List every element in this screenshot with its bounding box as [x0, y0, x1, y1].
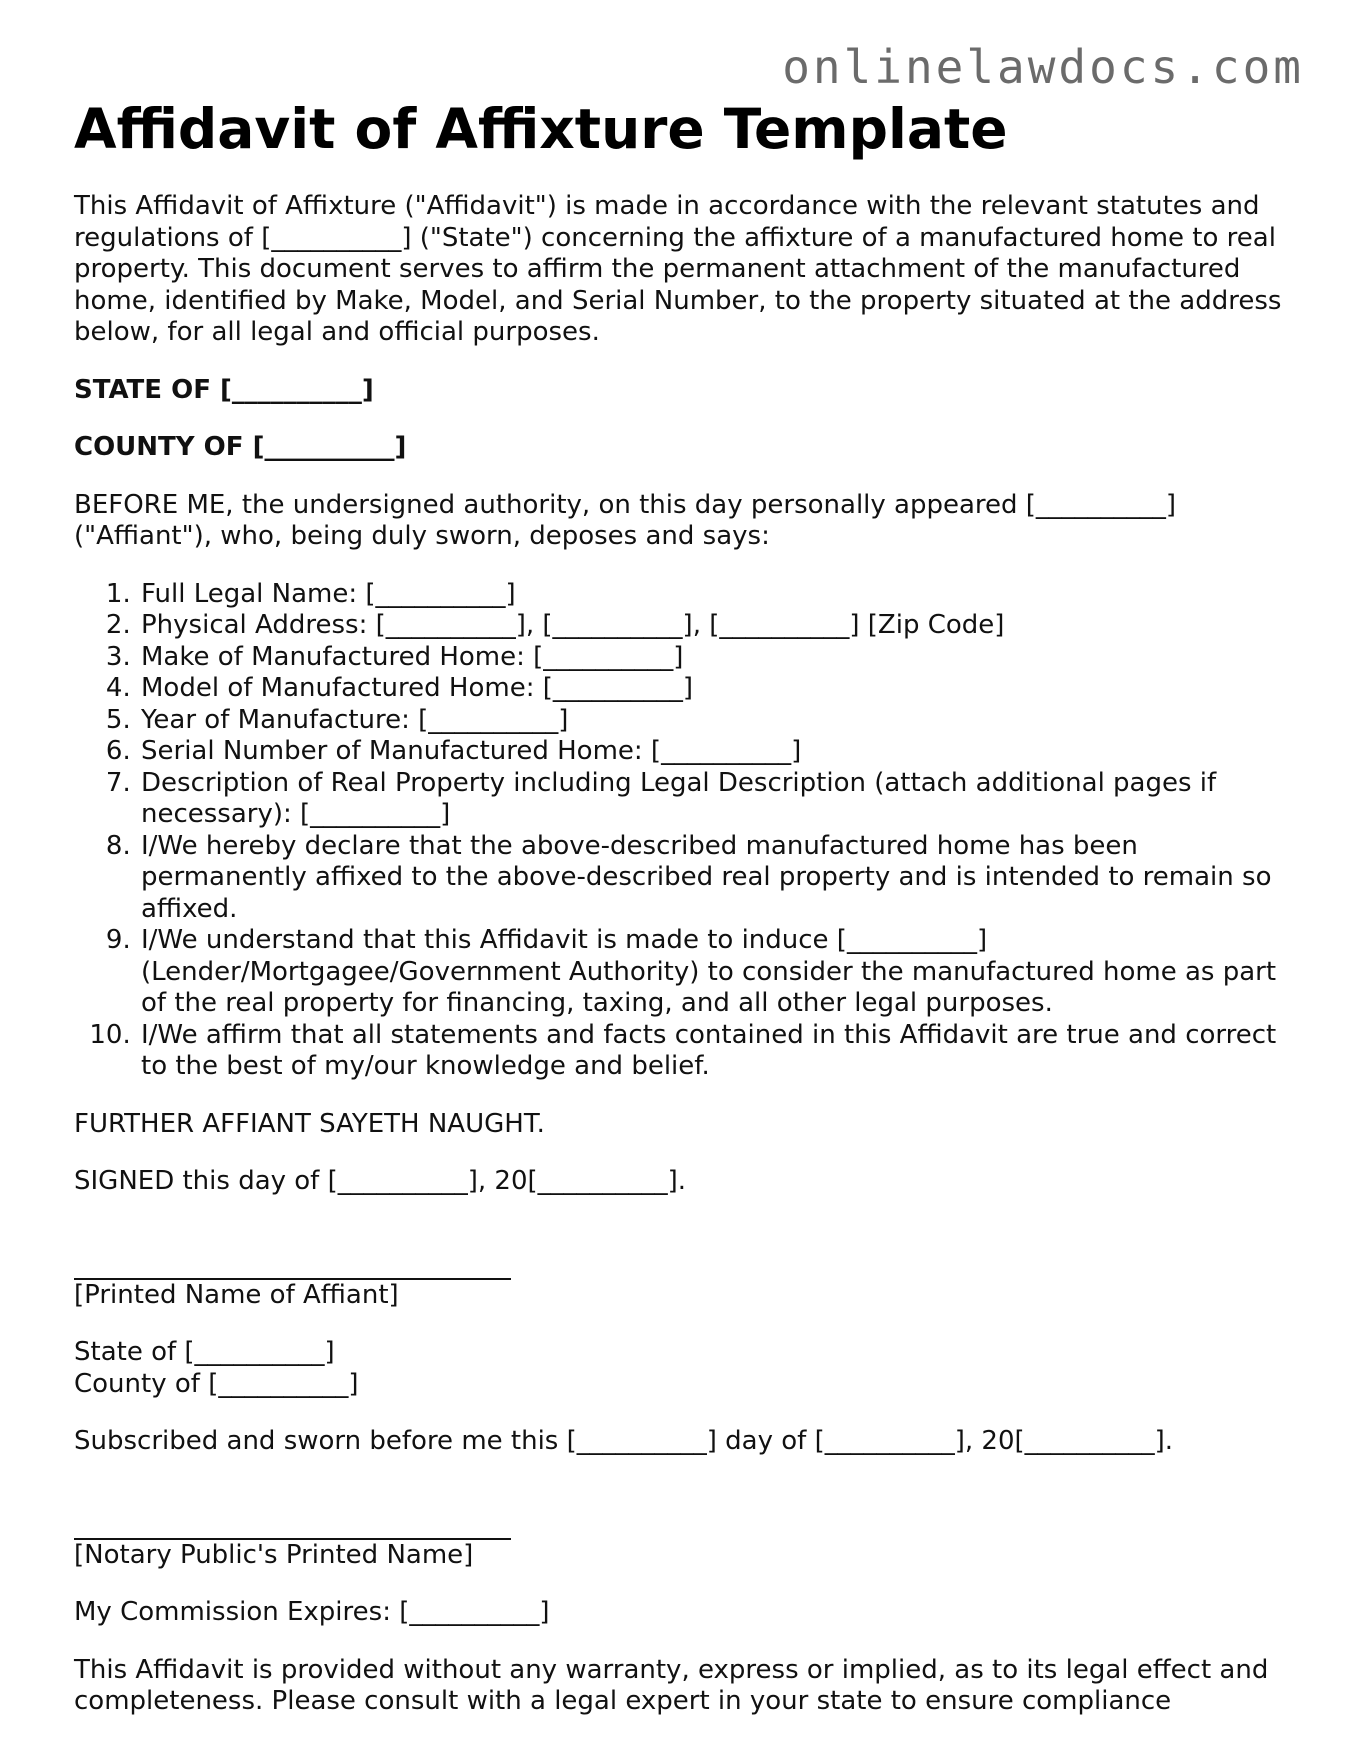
before-me-paragraph: BEFORE ME, the undersigned authority, on this day personally appeared [__________] ("Affiant"), who, being duly sworn, deposes and says:	[74, 489, 1177, 551]
signed-line: SIGNED this day of [__________], 20[__________].	[74, 1166, 687, 1196]
commission-expires-line: My Commission Expires: [__________]	[74, 1597, 550, 1627]
list-item: 4. Model of Manufactured Home: [__________]	[139, 673, 1289, 705]
notary-county-line: County of [__________]	[74, 1368, 359, 1399]
affidavit-statements-list	[74, 579, 1289, 1083]
document-title: Affidavit of Affixture Template	[74, 97, 1008, 161]
notary-signature-line	[74, 1504, 511, 1540]
list-item: 5. Year of Manufacture: [__________]	[139, 705, 1289, 737]
further-affiant-line: FURTHER AFFIANT SAYETH NAUGHT.	[74, 1108, 545, 1139]
list-item: 10. I/We affirm that all statements and facts contained in this Affidavit are true and correct to the best of my/our knowledge and belief.	[139, 1020, 1289, 1083]
list-item: 9. I/We understand that this Affidavit is made to induce [__________] (Lender/Mortgagee/Government Authority) to consider the manufactured home as part of the real property for financing, taxing, and all other legal purposes.	[139, 925, 1289, 1020]
intro-paragraph: This Affidavit of Affixture ("Affidavit") is made in accordance with the relevant statutes and regulations of [__________] ("State") concerning the affixture of a manufactured home to real property. This document serves to affirm the permanent attachment of the manufactured home, identified by Make, Model, and Serial Number, to the property situated at the address below, for all legal and official purposes.	[74, 191, 1282, 347]
notary-signature-block	[74, 1504, 1289, 1572]
list-item: 2. Physical Address: [__________], [__________], [__________] [Zip Code]	[139, 610, 1289, 642]
notary-state-line: State of [__________]	[74, 1337, 335, 1367]
list-item: 7. Description of Real Property including Legal Description (attach additional pages if necessary): [__________]	[139, 768, 1289, 831]
list-item: 6. Serial Number of Manufactured Home: [__________]	[139, 736, 1289, 768]
affiant-name-label: [Printed Name of Affiant]	[74, 1279, 399, 1310]
list-item: 8. I/We hereby declare that the above-described manufactured home has been permanently affixed to the above-described real property and is intended to remain so affixed.	[139, 831, 1289, 926]
notary-name-label: [Notary Public's Printed Name]	[74, 1539, 474, 1570]
county-line: COUNTY OF [__________]	[74, 432, 407, 462]
site-watermark: onlinelawdocs.com	[782, 40, 1304, 94]
list-item: 1. Full Legal Name: [__________]	[139, 579, 1289, 611]
disclaimer-paragraph: This Affidavit is provided without any warranty, express or implied, as to its legal effect and completeness. Please consult with a legal expert in your state to ensure compliance	[74, 1654, 1269, 1716]
state-line: STATE OF [__________]	[74, 374, 374, 405]
subscribed-line: Subscribed and sworn before me this [__________] day of [__________], 20[__________].	[74, 1426, 1174, 1456]
affiant-signature-line	[74, 1244, 511, 1280]
document-page	[74, 96, 1289, 1718]
affiant-signature-block	[74, 1244, 1289, 1312]
list-item: 3. Make of Manufactured Home: [__________]	[139, 642, 1289, 674]
